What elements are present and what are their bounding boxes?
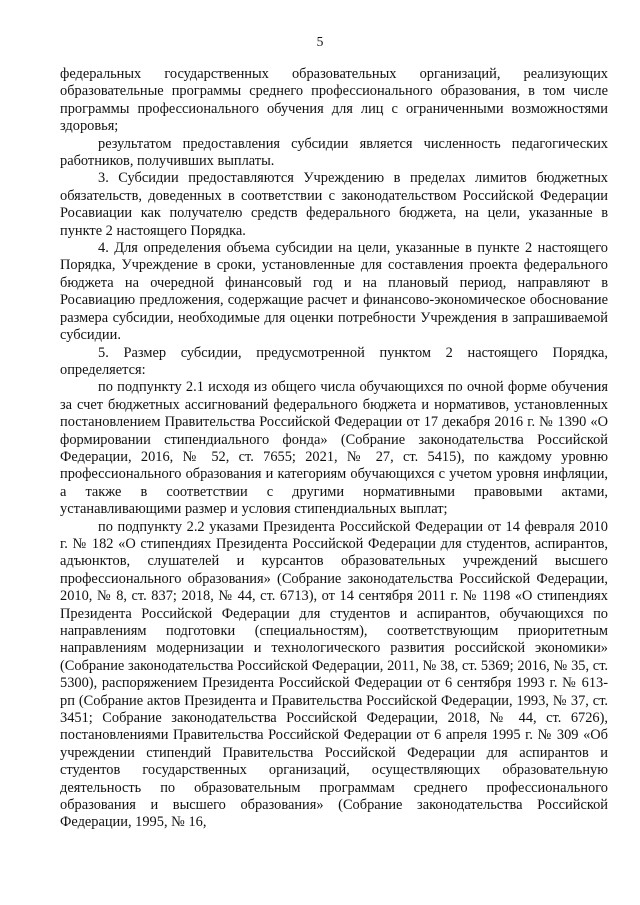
paragraph-4: 4. Для определения объема субсидии на цели, указанные в пункте 2 настоящего Порядка, Учреждение в сроки, установленные для составления проекта федерального бюджета на очередной финансовый год и на плановый период, направляют в Росавиацию предложения, содержащие расчет и финансово-экономическое обоснование размера субсидии, необходимые для оценки потребности Учреждения в запрашиваемой субсидии.: [60, 240, 608, 344]
paragraph-2: результатом предоставления субсидии является численность педагогических работников, получивших выплаты.: [60, 135, 608, 170]
paragraph-3: 3. Субсидии предоставляются Учреждению в пределах лимитов бюджетных обязательств, доведенных в соответствии с законодательством Российской Федерации Росавиации как получателю средств федерального бюджета, на цели, указанные в пункте 2 настоящего Порядка.: [60, 170, 608, 239]
paragraph-7: по подпункту 2.2 указами Президента Российской Федерации от 14 февраля 2010 г. № 182 «О стипендиях Президента Российской Федерации для студентов, аспирантов, адъюнктов, слушателей и курсантов образовательных учреждений высшего профессионального образования» (Собрание законодательства Российской Федерации, 2010, № 8, ст. 837; 2018, № 44, ст. 6713), от 14 сентября 2011 г. № 1198 «О стипендиях Президента Российской Федерации для студентов и аспирантов, обучающихся по направлениям подготовки (специальностям), соответствующим приоритетным направлениям модернизации и технологического развития российской экономики» (Собрание законодательства Российской Федерации, 2011, № 38, ст. 5369; 2016, № 35, ст. 5300), распоряжением Президента Российской Федерации от 6 сентября 1993 г. № 613-рп (Собрание актов Президента и Правительства Российской Федерации, 1993, № 37, ст. 3451; Собрание законодательства Российской Федерации, 2018, № 44, ст. 6726), постановлениями Правительства Российской Федерации от 6 апреля 1995 г. № 309 «Об учреждении стипендий Правительства Российской Федерации для аспирантов и студентов государственных организаций, осуществляющих образовательную деятельность по образовательным программам среднего профессионального образования и высшего образования» (Собрание законодательства Российской Федерации, 1995, № 16,: [60, 518, 608, 831]
paragraph-6: по подпункту 2.1 исходя из общего числа обучающихся по очной форме обучения за счет бюджетных ассигнований федерального бюджета и нормативов, установленных постановлением Правительства Российской Федерации от 17 декабря 2016 г. № 1390 «О формировании стипендиального фонда» (Собрание законодательства Российской Федерации, 2016, № 52, ст. 7655; 2021, № 27, ст. 5415), по каждому уровню профессионального образования и категориям обучающихся с учетом уровня инфляции, а также в соответствии с другими нормативными правовыми актами, устанавливающими размер и условия стипендиальных выплат;: [60, 379, 608, 518]
paragraph-5: 5. Размер субсидии, предусмотренной пунктом 2 настоящего Порядка, определяется:: [60, 344, 608, 378]
paragraph-1: федеральных государственных образовательных организаций, реализующих образовательные программы среднего профессионального образования, в том числе программы профессионального обучения для лиц с ограниченными возможностями здоровья;: [60, 66, 608, 135]
page-number: 5: [316, 34, 324, 49]
document-body: [60, 66, 608, 832]
